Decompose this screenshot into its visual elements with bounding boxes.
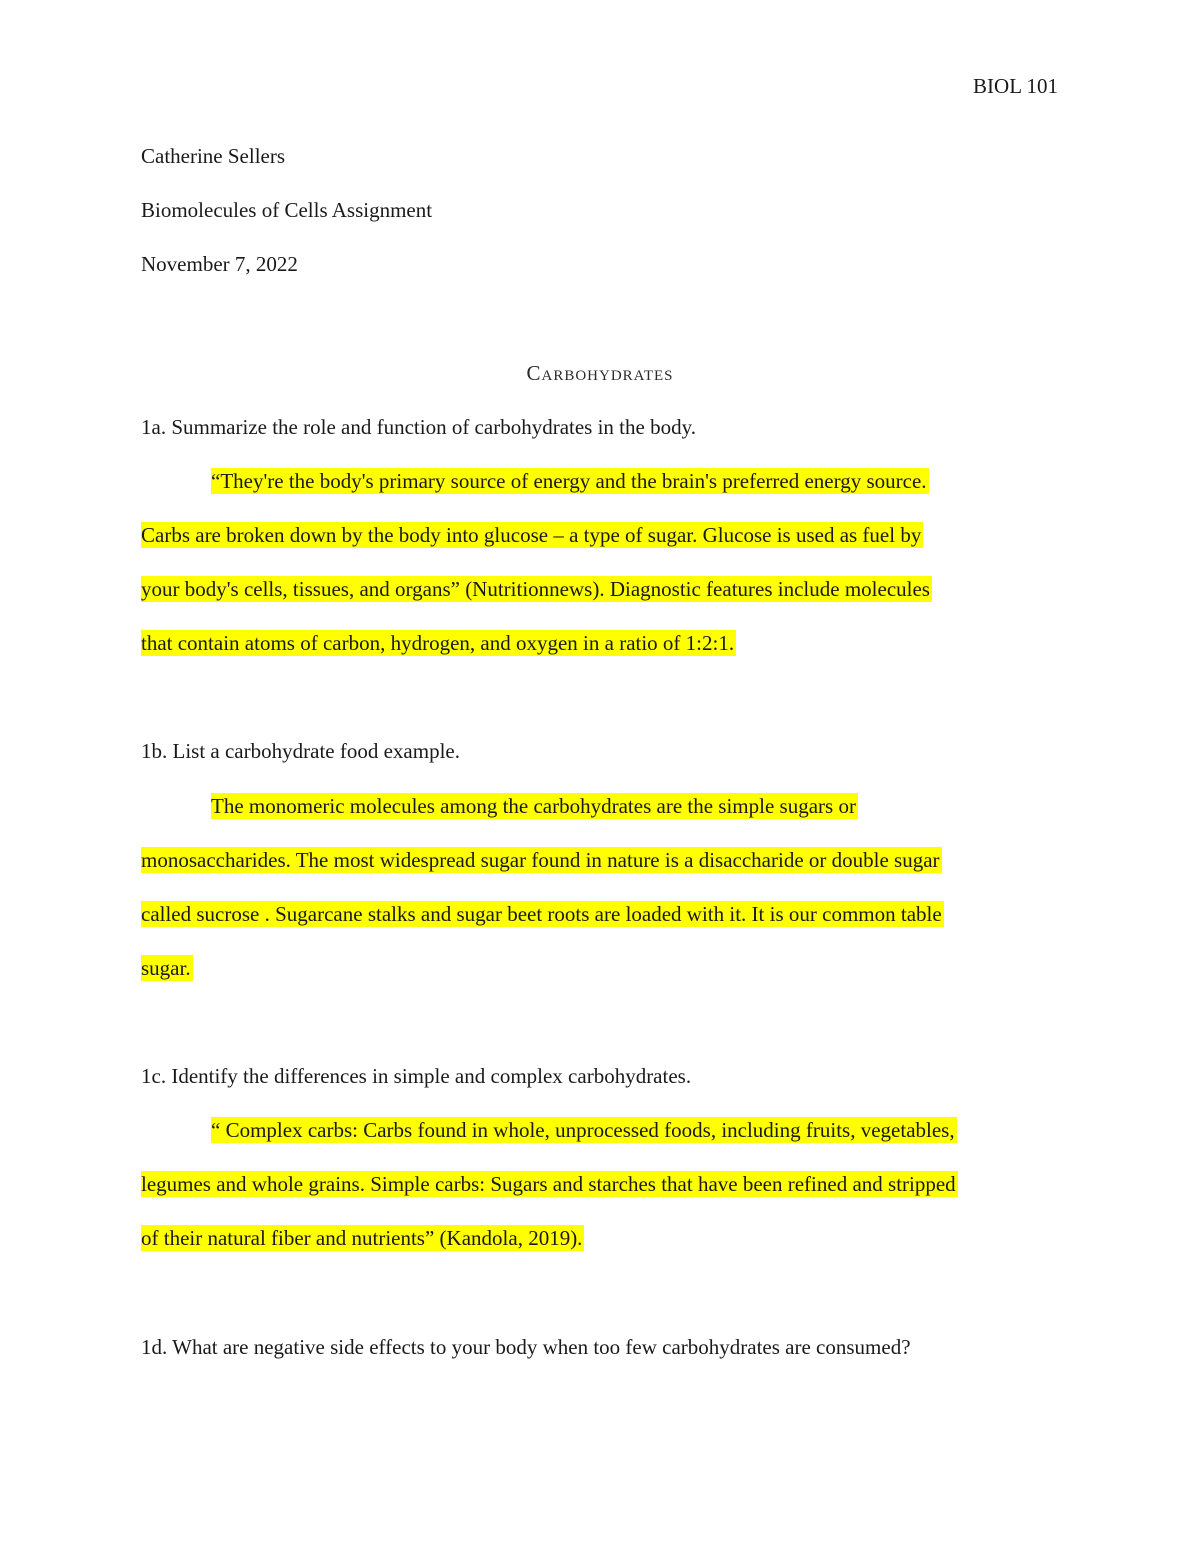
answer-1a-line xyxy=(211,467,929,495)
highlighted-text: legumes and whole grains. Simple carbs: Sugars and starches that have been refined and stripped xyxy=(141,1172,956,1196)
document-date: November 7, 2022 xyxy=(141,252,298,276)
section-heading: Carbohydrates xyxy=(526,361,674,385)
answer-1b-line xyxy=(141,900,944,928)
highlighted-text: monosaccharides. The most widespread sugar found in nature is a disaccharide or double sugar xyxy=(141,848,940,872)
highlighted-text: sugar. xyxy=(141,956,191,980)
highlighted-text: your body's cells, tissues, and organs” (Nutritionnews). Diagnostic features include molecules xyxy=(141,577,930,601)
question-1a: 1a. Summarize the role and function of carbohydrates in the body. xyxy=(141,415,696,439)
highlighted-text: called sucrose . Sugarcane stalks and sugar beet roots are loaded with it. It is our common table xyxy=(141,902,942,926)
highlighted-text: “ Complex carbs: Carbs found in whole, unprocessed foods, including fruits, vegetables, xyxy=(211,1118,955,1142)
highlighted-text: “They're the body's primary source of energy and the brain's preferred energy source. xyxy=(211,469,927,493)
answer-1b-line xyxy=(141,846,942,874)
highlighted-text: that contain atoms of carbon, hydrogen, and oxygen in a ratio of 1:2:1. xyxy=(141,631,735,655)
answer-1b-line xyxy=(211,792,858,820)
highlighted-text: of their natural fiber and nutrients” (Kandola, 2019). xyxy=(141,1226,583,1250)
answer-1b-line xyxy=(141,954,193,982)
running-header: BIOL 101 xyxy=(973,74,1058,98)
question-1c: 1c. Identify the differences in simple and complex carbohydrates. xyxy=(141,1064,692,1088)
highlighted-text: Carbs are broken down by the body into glucose – a type of sugar. Glucose is used as fuel by xyxy=(141,523,922,547)
answer-1c-line xyxy=(141,1224,584,1252)
highlighted-text: The monomeric molecules among the carbohydrates are the simple sugars or xyxy=(211,794,856,818)
author-name: Catherine Sellers xyxy=(141,144,286,168)
answer-1a-line xyxy=(141,521,923,549)
answer-1c-line xyxy=(211,1116,957,1144)
answer-1c-line xyxy=(141,1170,958,1198)
answer-1a-line xyxy=(141,629,736,657)
answer-1a-line xyxy=(141,575,932,603)
question-1b: 1b. List a carbohydrate food example. xyxy=(141,739,460,763)
assignment-title: Biomolecules of Cells Assignment xyxy=(141,198,433,222)
question-1d: 1d. What are negative side effects to your body when too few carbohydrates are consumed? xyxy=(141,1335,911,1359)
